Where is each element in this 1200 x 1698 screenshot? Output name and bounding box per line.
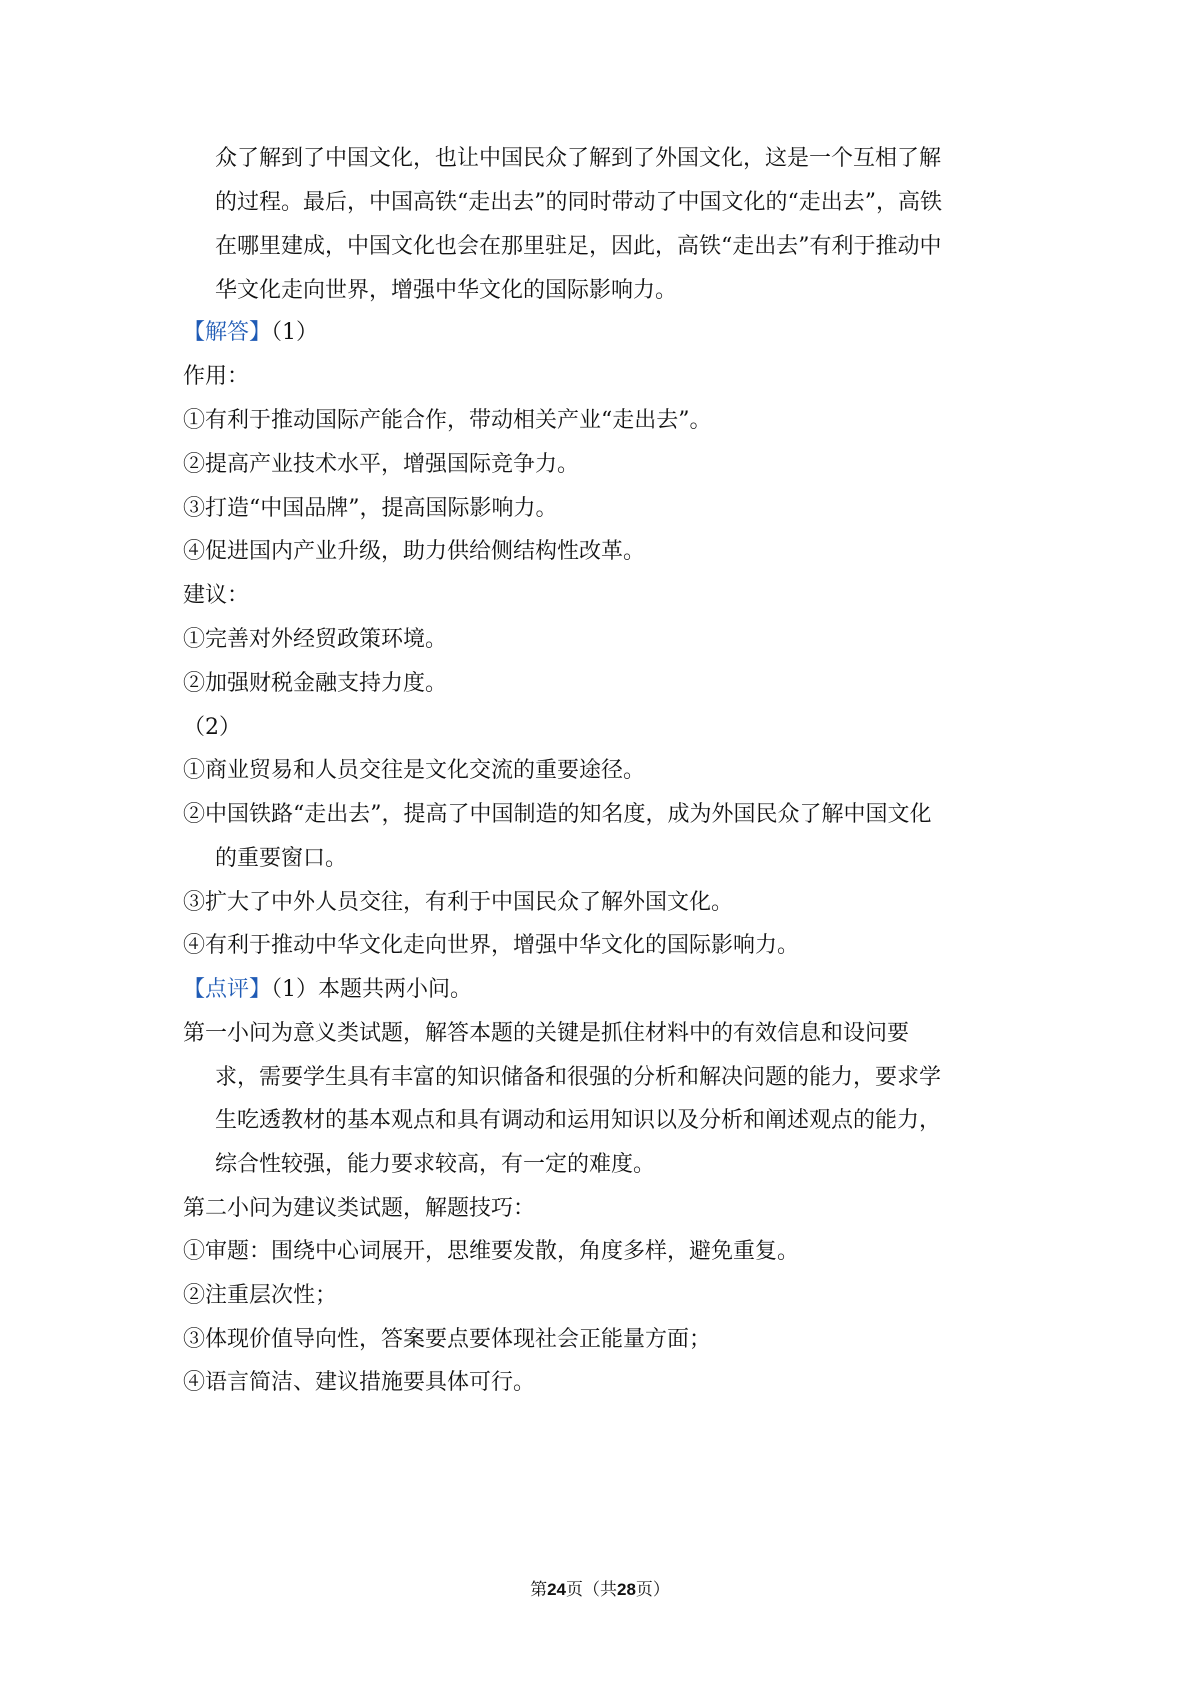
tip-item-2: ②注重层次性；	[183, 1283, 338, 1308]
tip-item-1: ①审题：围绕中心词展开，思维要发散，角度多样，避免重复。	[183, 1239, 800, 1264]
suggestion-item-2: ②加强财税金融支持力度。	[183, 671, 448, 696]
role-item-3: ③打造“中国品牌”，提高国际影响力。	[183, 496, 558, 521]
footer-prefix: 第	[530, 1580, 548, 1600]
review-header	[183, 979, 472, 1001]
review-para2-heading: 第二小问为建议类试题，解题技巧：	[183, 1196, 536, 1221]
answer-part1-number: （1）	[271, 320, 319, 345]
intro-line-2: 的过程。最后，中国高铁“走出去”的同时带动了中国文化的“走出去”，高铁	[215, 190, 942, 215]
review-para1-line-3: 生吃透教材的基本观点和具有调动和运用知识以及分析和阐述观点的能力，	[215, 1108, 942, 1133]
intro-line-3: 在哪里建成，中国文化也会在那里驻足，因此，高铁“走出去”有利于推动中	[215, 234, 942, 259]
footer-page-number: 24	[547, 1580, 566, 1599]
review-para1-line-4: 综合性较强，能力要求较高，有一定的难度。	[215, 1152, 656, 1177]
part2-item-1: ①商业贸易和人员交往是文化交流的重要途径。	[183, 758, 646, 783]
footer-total-pages: 28	[617, 1580, 636, 1599]
tip-item-3: ③体现价值导向性，答案要点要体现社会正能量方面；	[183, 1327, 712, 1352]
page-footer	[0, 1581, 1200, 1599]
tip-item-4: ④语言简洁、建议措施要具体可行。	[183, 1370, 536, 1395]
role-item-2: ②提高产业技术水平，增强国际竞争力。	[183, 452, 580, 477]
review-first-text: （1）本题共两小问。	[271, 977, 473, 1002]
suggestion-item-1: ①完善对外经贸政策环境。	[183, 627, 448, 652]
part2-item-3: ③扩大了中外人员交往，有利于中国民众了解外国文化。	[183, 890, 734, 915]
role-item-4: ④促进国内产业升级，助力供给侧结构性改革。	[183, 539, 646, 564]
part2-item-4: ④有利于推动中华文化走向世界，增强中华文化的国际影响力。	[183, 933, 800, 958]
footer-mid: 页（共	[566, 1580, 617, 1600]
intro-line-4: 华文化走向世界，增强中华文化的国际影响力。	[215, 278, 678, 303]
answer-tag: 【解答】	[183, 320, 272, 345]
part2-item-2-cont: 的重要窗口。	[215, 846, 348, 871]
review-para1-line-1: 第一小问为意义类试题，解答本题的关键是抓住材料中的有效信息和设问要	[183, 1021, 910, 1046]
review-tag: 【点评】	[183, 977, 272, 1002]
footer-suffix: 页）	[635, 1580, 670, 1600]
answer-part2-number: （2）	[183, 715, 241, 740]
suggest-heading: 建议：	[183, 583, 250, 608]
role-heading: 作用：	[183, 364, 250, 389]
role-item-1: ①有利于推动国际产能合作，带动相关产业“走出去”。	[183, 408, 712, 433]
review-para1-line-2: 求，需要学生具有丰富的知识储备和很强的分析和解决问题的能力，要求学	[215, 1065, 942, 1090]
part2-item-2: ②中国铁路“走出去”，提高了中国制造的知名度，成为外国民众了解中国文化	[183, 802, 932, 827]
answer-header	[183, 322, 318, 344]
intro-line-1: 众了解到了中国文化，也让中国民众了解到了外国文化，这是一个互相了解	[215, 146, 942, 171]
